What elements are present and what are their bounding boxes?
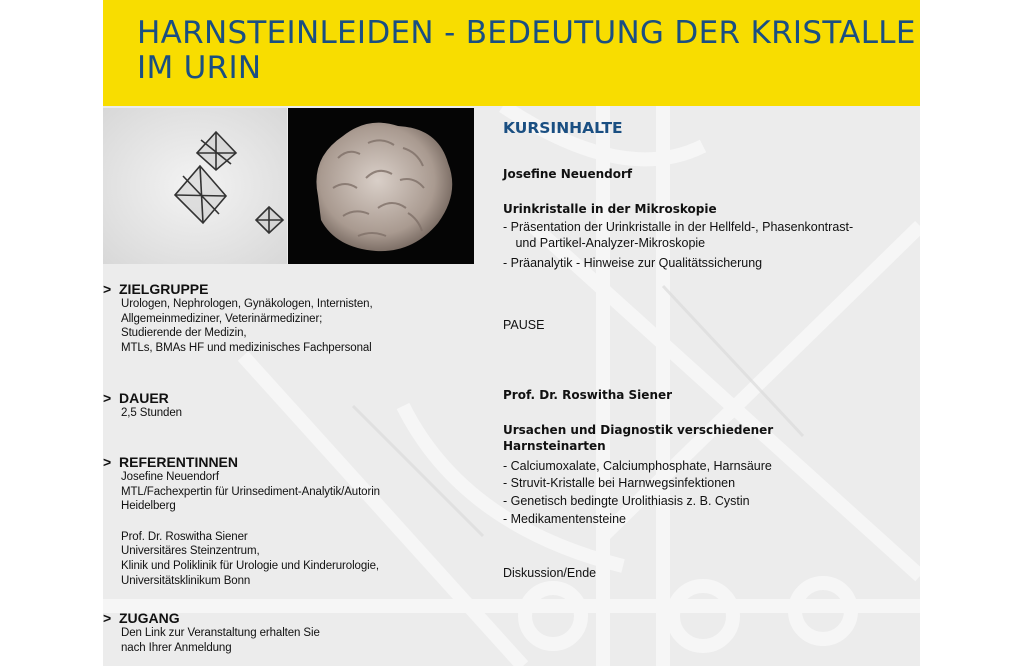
section-zugang: [103, 610, 320, 655]
topic-2-item: - Struvit-Kristalle bei Harnwegsinfektionen: [503, 476, 736, 490]
section-arrow: >: [103, 454, 112, 470]
topic-2-title-line-1: Ursachen und Diagnostik verschiedener: [503, 423, 774, 437]
body-line: MTLs, BMAs HF und medizinisches Fachpersonal: [121, 341, 372, 354]
topic-2-item: - Calciumoxalate, Calciumphosphate, Harnsäure: [503, 459, 772, 473]
urinary-stone-icon: [288, 108, 474, 264]
body-line: Studierende der Medizin,: [121, 327, 247, 340]
body-line: Allgemeinmediziner, Veterinärmediziner;: [121, 312, 323, 325]
body-line: Universitäres Steinzentrum,: [121, 545, 260, 558]
calcium-oxalate-crystals-icon: [103, 108, 287, 264]
course-content-heading: KURSINHALTE: [503, 119, 623, 137]
body-line: Universitätsklinikum Bonn: [121, 574, 251, 587]
title-line-1: HARNSTEINLEIDEN - BEDEUTUNG DER KRISTALLE: [137, 15, 916, 51]
topic-1-title: Urinkristalle in der Mikroskopie: [503, 202, 717, 216]
crystal-photo-left: [103, 108, 287, 264]
closing-label: Diskussion/Ende: [503, 566, 597, 580]
section-heading: ZIELGRUPPE: [119, 281, 209, 297]
topic-2-item: - Medikamentensteine: [503, 512, 626, 526]
body-line: Urologen, Nephrologen, Gynäkologen, Internisten,: [121, 298, 373, 310]
topic-1-item: - Präsentation der Urinkristalle in der Hellfeld-, Phasenkontrast-: [503, 220, 854, 234]
body-line: Heidelberg: [121, 500, 176, 513]
section-arrow: >: [103, 610, 112, 626]
section-arrow: >: [103, 281, 112, 297]
header-banner: [103, 0, 920, 106]
page-title: [137, 16, 916, 86]
body-line: Den Link zur Veranstaltung erhalten Sie: [121, 627, 320, 639]
topic-2-item: - Genetisch bedingte Urolithiasis z. B. Cystin: [503, 494, 750, 508]
topic-1-item: [503, 235, 705, 251]
section-dauer: [103, 390, 182, 421]
body-line: nach Ihrer Anmeldung: [121, 641, 232, 654]
body-line: 2,5 Stunden: [121, 407, 182, 419]
title-line-2: IM URIN: [137, 50, 262, 86]
body-line: Klinik und Poliklinik für Urologie und Kinderurologie,: [121, 559, 379, 572]
speaker-1: Josefine Neuendorf: [503, 167, 633, 181]
flyer-page: [103, 0, 920, 666]
body-line: Josefine Neuendorf: [121, 471, 219, 483]
section-arrow: >: [103, 390, 112, 406]
pause-label: PAUSE: [503, 318, 545, 332]
section-heading: REFERENTINNEN: [119, 454, 239, 470]
section-heading: DAUER: [119, 390, 169, 406]
body-line: Prof. Dr. Roswitha Siener: [121, 530, 248, 543]
urinary-stone-photo: [288, 108, 474, 264]
section-referentinnen: [103, 454, 380, 588]
topic-2-title-line-2: Harnsteinarten: [503, 439, 606, 453]
section-zielgruppe: [103, 281, 373, 355]
section-heading: ZUGANG: [119, 610, 180, 626]
topic-1-item: - Präanalytik - Hinweise zur Qualitätssicherung: [503, 256, 763, 270]
topic-1-item-cont: und Partikel-Analyzer-Mikroskopie: [512, 236, 706, 250]
body-line: MTL/Fachexpertin für Urinsediment-Analytik/Autorin: [121, 485, 380, 498]
speaker-2: Prof. Dr. Roswitha Siener: [503, 388, 673, 402]
